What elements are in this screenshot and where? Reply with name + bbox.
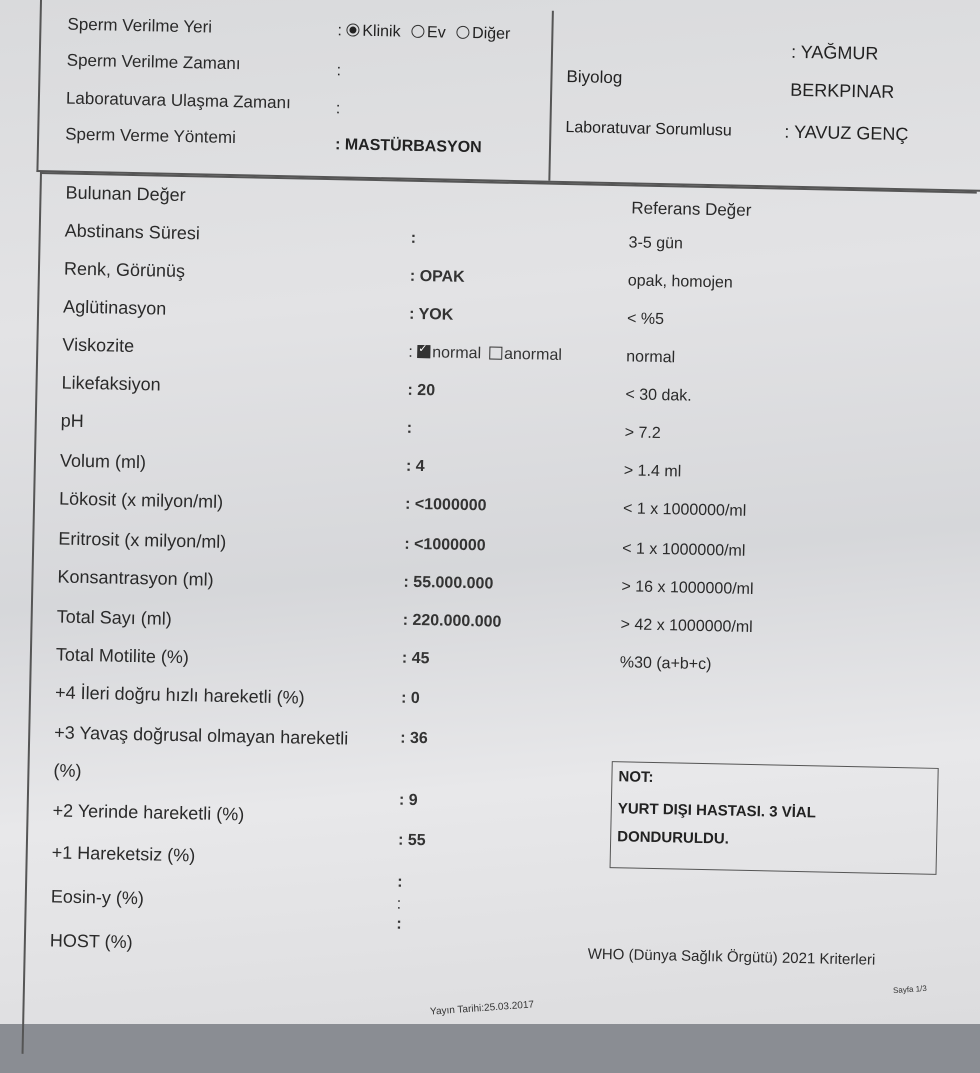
radio-klinik[interactable] xyxy=(346,23,359,36)
row-label: +1 Hareketsiz (%) xyxy=(51,842,196,866)
option-diger: Diğer xyxy=(471,25,511,43)
publish-date: Yayın Tarihi:25.03.2017 xyxy=(429,999,535,1018)
row-label: (%) xyxy=(53,760,82,781)
results-box xyxy=(22,172,977,1073)
viskozite-option-anormal: anormal xyxy=(503,345,563,364)
sperm-yeri-label: Sperm Verilme Yeri xyxy=(67,14,213,37)
who-criteria: WHO (Dünya Sağlık Örgütü) 2021 Kriterleri xyxy=(587,945,876,969)
biyolog-value-1: : YAĞMUR xyxy=(790,41,879,64)
row-reference: opak, homojen xyxy=(627,272,733,292)
row-value xyxy=(405,496,487,516)
row-value-text: : OPAK xyxy=(409,267,465,286)
row-reference: < 30 dak. xyxy=(625,386,692,405)
row-label: Konsantrasyon (ml) xyxy=(57,566,214,590)
note-box xyxy=(610,761,939,875)
row-reference: > 16 x 1000000/ml xyxy=(621,578,754,599)
header-divider xyxy=(548,11,554,181)
row-value xyxy=(402,650,430,669)
row-value xyxy=(403,574,493,594)
sperm-yeri-options: : Klinik Ev Diğer xyxy=(337,22,511,43)
row-value xyxy=(407,420,413,438)
row-value-text: : 220.000.000 xyxy=(402,611,502,631)
row-value-colon: : xyxy=(408,343,418,361)
row-reference: < 1 x 1000000/ml xyxy=(622,500,747,520)
row-reference: 3-5 gün xyxy=(628,234,684,253)
row-value xyxy=(410,230,416,248)
row-label: Eritrosit (x milyon/ml) xyxy=(58,528,227,552)
row-value-text: : 55 xyxy=(397,831,426,850)
row-value xyxy=(398,832,426,851)
sorumlu-label: Laboratuvar Sorumlusu xyxy=(565,119,732,140)
row-reference: > 1.4 ml xyxy=(623,462,682,481)
biyolog-label: Biyolog xyxy=(566,67,623,88)
lab-ulasma-label: Laboratuvara Ulaşma Zamanı xyxy=(65,88,291,113)
note-title: NOT: xyxy=(618,768,654,786)
heading-bulunan: Bulunan Değer xyxy=(65,182,186,206)
row-value xyxy=(399,792,418,810)
row-reference: > 7.2 xyxy=(624,424,661,443)
row-value xyxy=(406,458,425,476)
page-number: Sayfa 1/3 xyxy=(892,983,928,996)
row-label: Total Motilite (%) xyxy=(55,644,190,668)
row-label: Likefaksiyon xyxy=(61,372,161,395)
row-value xyxy=(410,268,465,287)
row-label: Abstinans Süresi xyxy=(64,220,201,244)
extra-colon: : xyxy=(396,895,402,913)
row-value-text: : xyxy=(396,915,402,933)
row-value-text: : xyxy=(397,873,403,891)
row-value xyxy=(402,612,501,632)
row-value-text: : 45 xyxy=(401,649,430,668)
row-value-text: : 20 xyxy=(407,381,436,400)
row-label: Eosin-y (%) xyxy=(50,886,145,909)
biyolog-value-2: BERKPINAR xyxy=(790,79,895,102)
row-value xyxy=(409,306,454,325)
sorumlu-value: : YAVUZ GENÇ xyxy=(784,121,909,145)
radio-ev[interactable] xyxy=(411,25,424,38)
row-reference: < %5 xyxy=(626,310,665,329)
row-value-text: : <1000000 xyxy=(404,535,486,555)
sperm-zamani-colon: : xyxy=(336,62,342,80)
row-value-text: : 36 xyxy=(400,729,428,748)
yontem-label: Sperm Verme Yöntemi xyxy=(64,124,237,148)
row-label: Volum (ml) xyxy=(59,450,147,473)
row-value xyxy=(400,730,428,749)
row-label: +2 Yerinde hareketli (%) xyxy=(52,800,245,825)
row-label: Aglütinasyon xyxy=(62,296,167,319)
row-label: Viskozite xyxy=(62,334,135,357)
row-value xyxy=(401,690,420,708)
radio-diger[interactable] xyxy=(456,26,469,39)
row-label: Renk, Görünüş xyxy=(63,258,186,282)
heading-referans: Referans Değer xyxy=(631,198,752,220)
row-label: +3 Yavaş doğrusal olmayan hareketli xyxy=(54,722,349,749)
row-value-text: : 4 xyxy=(405,457,425,476)
row-value xyxy=(397,874,403,892)
row-value-text: : YOK xyxy=(408,305,454,324)
row-value-text: : 0 xyxy=(400,689,420,708)
row-value-text: : 9 xyxy=(398,791,418,810)
row-value-text: : <1000000 xyxy=(404,495,487,515)
row-value xyxy=(408,344,562,365)
sperm-zamani-label: Sperm Verilme Zamanı xyxy=(66,50,241,74)
header-box xyxy=(36,0,980,192)
row-value xyxy=(407,382,435,401)
note-line-1: YURT DIŞI HASTASI. 3 VİAL xyxy=(617,800,817,822)
row-reference: normal xyxy=(626,348,676,367)
row-value-text: : 55.000.000 xyxy=(403,573,494,593)
row-label: +4 İleri doğru hızlı hareketli (%) xyxy=(54,682,305,708)
row-value-text: : xyxy=(410,229,417,247)
row-label: pH xyxy=(60,410,85,431)
row-value xyxy=(396,916,402,934)
row-label: Total Sayı (ml) xyxy=(56,606,172,629)
option-klinik: Klinik xyxy=(362,22,401,41)
row-value xyxy=(404,536,486,556)
viskozite-checkbox-anormal[interactable] xyxy=(489,346,502,359)
row-reference: > 42 x 1000000/ml xyxy=(620,616,753,637)
row-reference: < 1 x 1000000/ml xyxy=(622,540,746,560)
row-reference: %30 (a+b+c) xyxy=(619,654,712,674)
row-value-text: : xyxy=(406,419,413,437)
row-label: Lökosit (x milyon/ml) xyxy=(58,488,224,512)
row-label: HOST (%) xyxy=(49,930,133,953)
viskozite-option-normal: normal xyxy=(432,344,482,363)
option-ev: Ev xyxy=(426,24,446,42)
viskozite-checkbox-normal[interactable] xyxy=(417,345,430,358)
note-line-2: DONDURULDU. xyxy=(617,828,730,848)
lab-ulasma-colon: : xyxy=(335,100,341,118)
yontem-value: : MASTÜRBASYON xyxy=(334,136,482,157)
